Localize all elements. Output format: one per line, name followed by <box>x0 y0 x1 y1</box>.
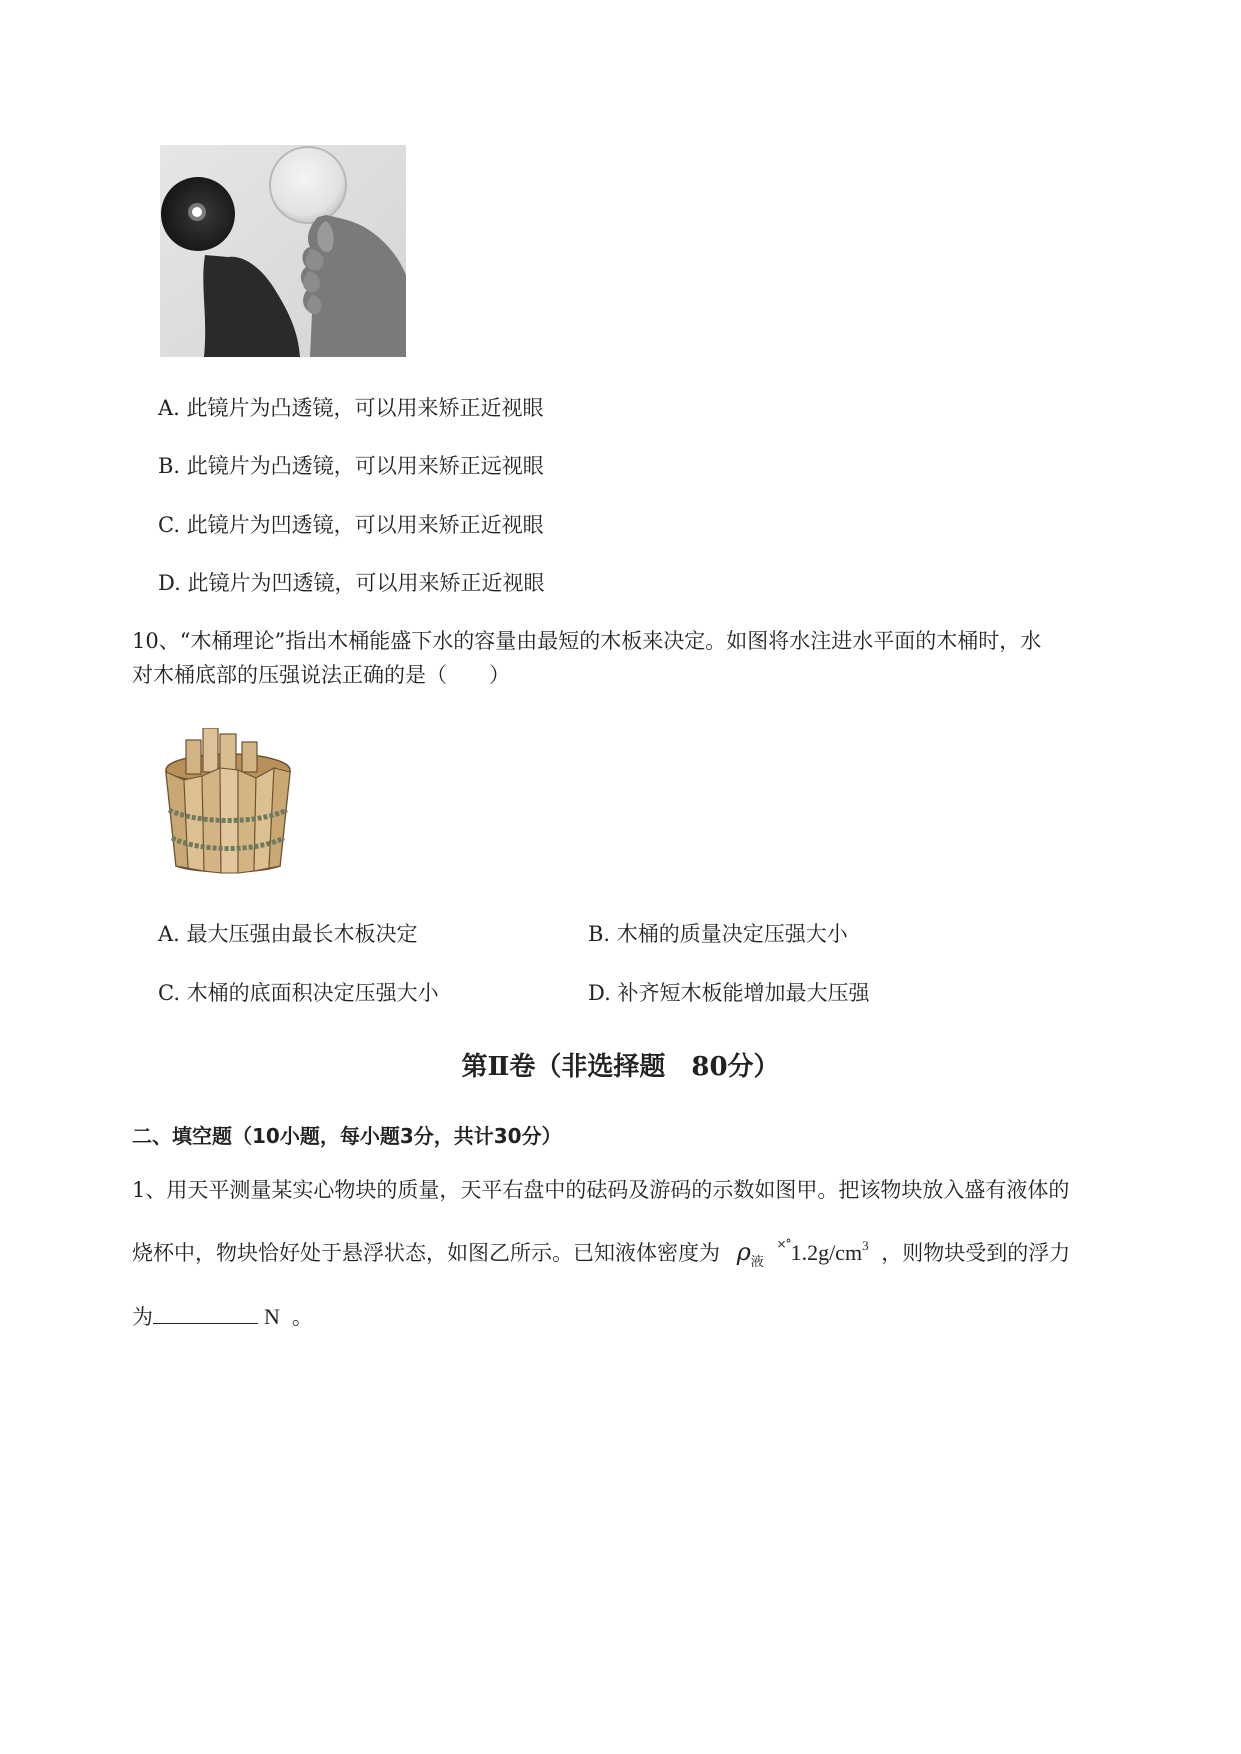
q10-number: 10、 <box>132 629 180 653</box>
fill1-line2 <box>132 1217 1132 1290</box>
fill1-line3 <box>132 1290 1132 1344</box>
rho-subscript: 液 <box>750 1255 764 1270</box>
rho-symbol: ρ <box>736 1238 751 1266</box>
density-value-text: 1.2g/cm <box>790 1240 863 1265</box>
density-value <box>791 1240 869 1265</box>
q10-line1-text: “木桶理论”指出木桶能盛下水的容量由最短的木板来决定。如图将水注进水平面的木桶时，水 <box>179 629 1042 653</box>
density-symbol <box>736 1238 764 1270</box>
fill1-line2-post: ，则物块受到的浮力 <box>881 1241 1071 1265</box>
q9-option-a: A. 此镜片为凸透镜，可以用来矫正近视眼 <box>158 396 544 420</box>
fill1-line3-pre: 为 <box>132 1305 153 1329</box>
q10-option-b: B. 木桶的质量决定压强大小 <box>588 922 848 946</box>
q10-option-a: A. 最大压强由最长木板决定 <box>158 922 418 946</box>
section-2-title: 第Ⅱ卷（非选择题 80分） <box>461 1052 780 1082</box>
q10-stem <box>132 624 1052 692</box>
unit-newton: N <box>264 1304 280 1329</box>
fill1-line3-post: 。 <box>291 1305 313 1329</box>
q9-option-c: C. 此镜片为凹透镜，可以用来矫正近视眼 <box>158 513 544 537</box>
wooden-bucket-image <box>158 728 298 874</box>
wooden-bucket-svg <box>158 728 298 874</box>
density-value-sup: 3 <box>862 1238 869 1253</box>
fill-in-part-title: 二、填空题（10小题，每小题3分，共计30分） <box>132 1124 562 1148</box>
q9-option-d: D. 此镜片为凹透镜，可以用来矫正近视眼 <box>158 571 545 595</box>
q10-option-c: C. 木桶的底面积决定压强大小 <box>158 981 439 1005</box>
q10-line2: 对木桶底部的压强说法正确的是（ ） <box>132 663 510 687</box>
fill-question-1 <box>132 1163 1132 1344</box>
fill1-line2-pre: 烧杯中，物块恰好处于悬浮状态，如图乙所示。已知液体密度为 <box>132 1241 720 1265</box>
q10-line1 <box>132 624 1052 658</box>
lens-photo-svg <box>160 145 406 357</box>
lens-photo <box>160 145 406 357</box>
q10-option-d: D. 补齐短木板能增加最大压强 <box>588 981 870 1005</box>
q9-option-b: B. 此镜片为凸透镜，可以用来矫正远视眼 <box>158 454 544 478</box>
equals-mark: ×° <box>776 1237 791 1251</box>
fill1-line1: 1、用天平测量某实心物块的质量，天平右盘中的砝码及游码的示数如图甲。把该物块放入盛有液体的 <box>132 1178 1070 1202</box>
answer-blank[interactable] <box>153 1301 258 1324</box>
